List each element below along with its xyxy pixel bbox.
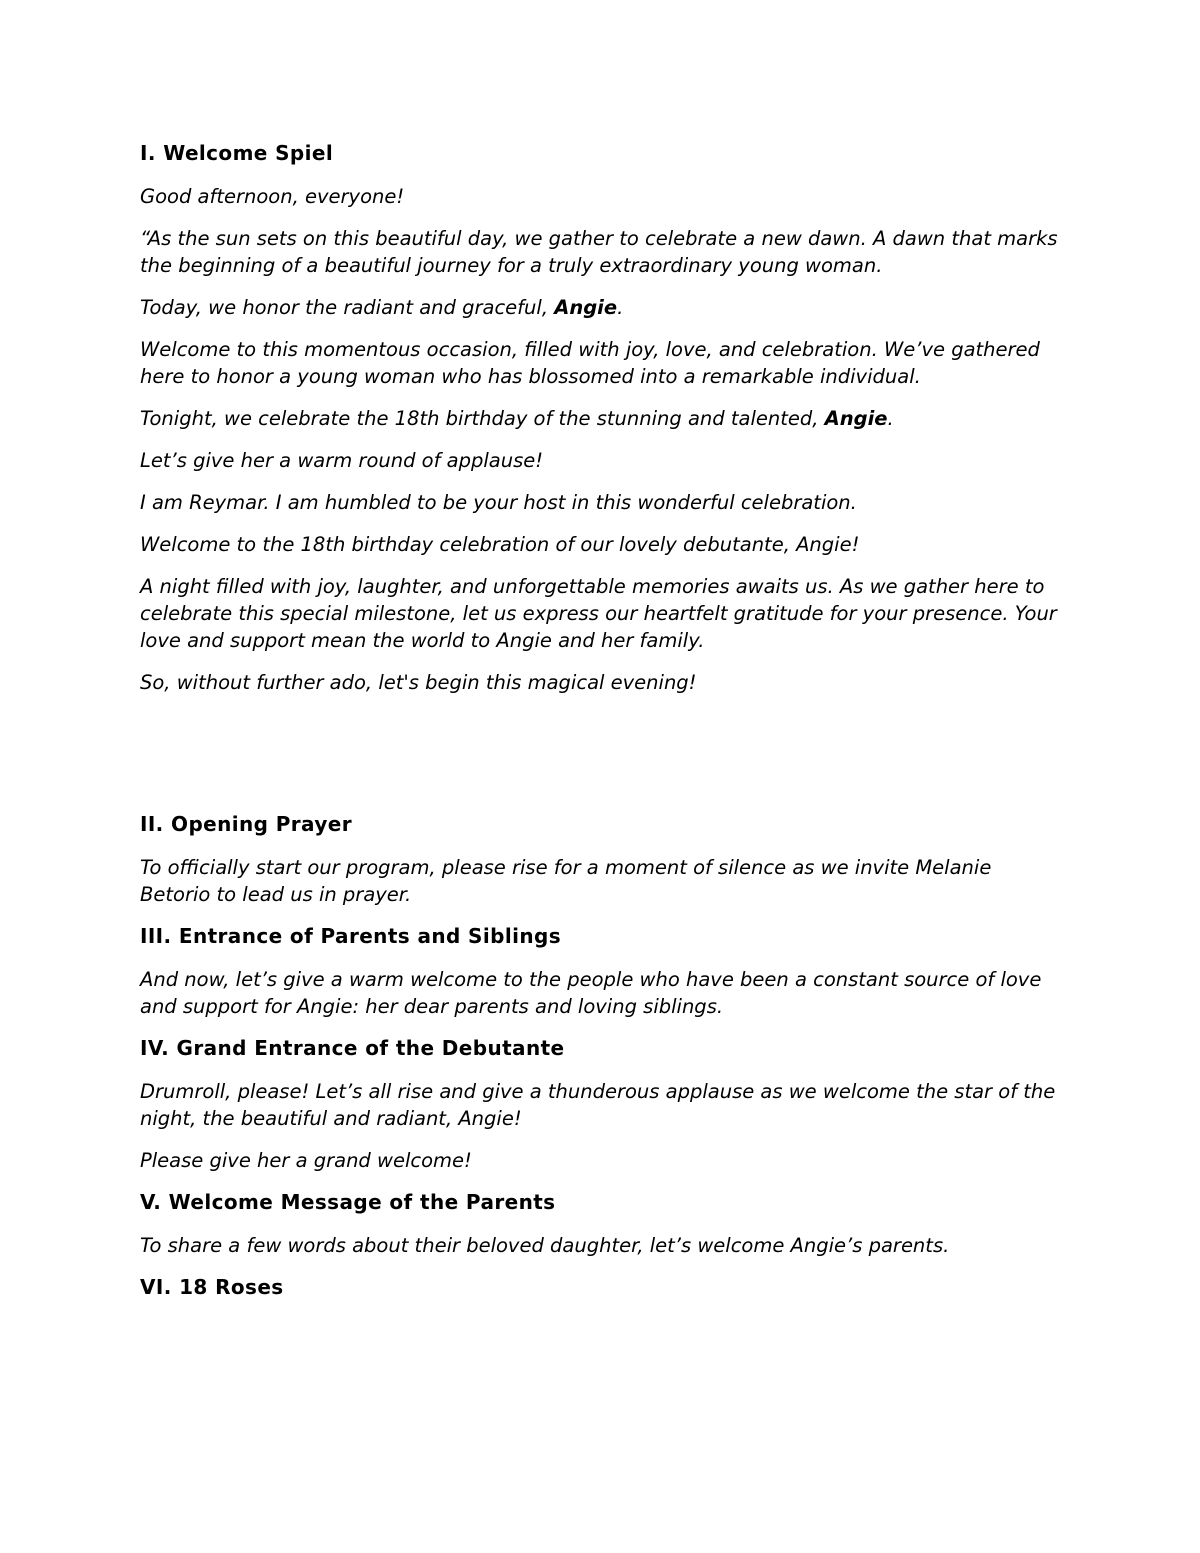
paragraph: And now, let’s give a warm welcome to the people who have been a constant source of love and support for Angie: her dear parents and loving siblings. (140, 968, 1042, 1018)
paragraph: A night filled with joy, laughter, and unforgettable memories awaits us. As we gather here to celebrate this special milestone, let us express our heartfelt gratitude for your presence. Your love and support mean the world to Angie and her family. (140, 575, 1057, 652)
section-grand-entrance (140, 1035, 1060, 1174)
spacer (140, 711, 1060, 811)
paragraph (140, 294, 1060, 321)
paragraph: Good afternoon, everyone! (140, 185, 405, 208)
paragraph-text: . (887, 407, 894, 430)
section-heading: VI. 18 Roses (140, 1275, 284, 1299)
paragraph: “As the sun sets on this beautiful day, we gather to celebrate a new dawn. A dawn that marks the beginning of a beautiful journey for a truly extraordinary young woman. (140, 227, 1058, 277)
section-18-roses (140, 1274, 1060, 1301)
paragraph: To share a few words about their beloved daughter, let’s welcome Angie’s parents. (140, 1234, 950, 1257)
section-heading: III. Entrance of Parents and Siblings (140, 924, 562, 948)
paragraph-text: Tonight, we celebrate the 18th birthday of the stunning and talented, (140, 407, 825, 430)
paragraph (140, 405, 1060, 432)
paragraph-text: Today, we honor the radiant and graceful, (140, 296, 555, 319)
debutante-name: Angie (554, 296, 618, 319)
section-heading: V. Welcome Message of the Parents (140, 1190, 556, 1214)
paragraph: To officially start our program, please rise for a moment of silence as we invite Melanie Betorio to lead us in prayer. (140, 856, 992, 906)
paragraph: Let’s give her a warm round of applause! (140, 449, 544, 472)
paragraph: So, without further ado, let's begin this magical evening! (140, 671, 697, 694)
section-heading: II. Opening Prayer (140, 812, 353, 836)
section-opening-prayer (140, 811, 1060, 908)
section-welcome-spiel (140, 140, 1060, 696)
section-heading: IV. Grand Entrance of the Debutante (140, 1036, 565, 1060)
debutante-name: Angie (824, 407, 888, 430)
section-entrance-parents-siblings (140, 923, 1060, 1020)
section-heading: I. Welcome Spiel (140, 141, 334, 165)
section-parents-message (140, 1189, 1060, 1259)
paragraph-text: . (617, 296, 624, 319)
paragraph: Welcome to the 18th birthday celebration of our lovely debutante, Angie! (140, 533, 860, 556)
paragraph: Please give her a grand welcome! (140, 1149, 472, 1172)
paragraph: Drumroll, please! Let’s all rise and give a thunderous applause as we welcome the star of the night, the beautiful and radiant, Angie! (140, 1080, 1056, 1130)
document-page (140, 140, 1060, 1317)
paragraph: Welcome to this momentous occasion, filled with joy, love, and celebration. We’ve gathered here to honor a young woman who has blossomed into a remarkable individual. (140, 338, 1040, 388)
paragraph: I am Reymar. I am humbled to be your host in this wonderful celebration. (140, 491, 857, 514)
